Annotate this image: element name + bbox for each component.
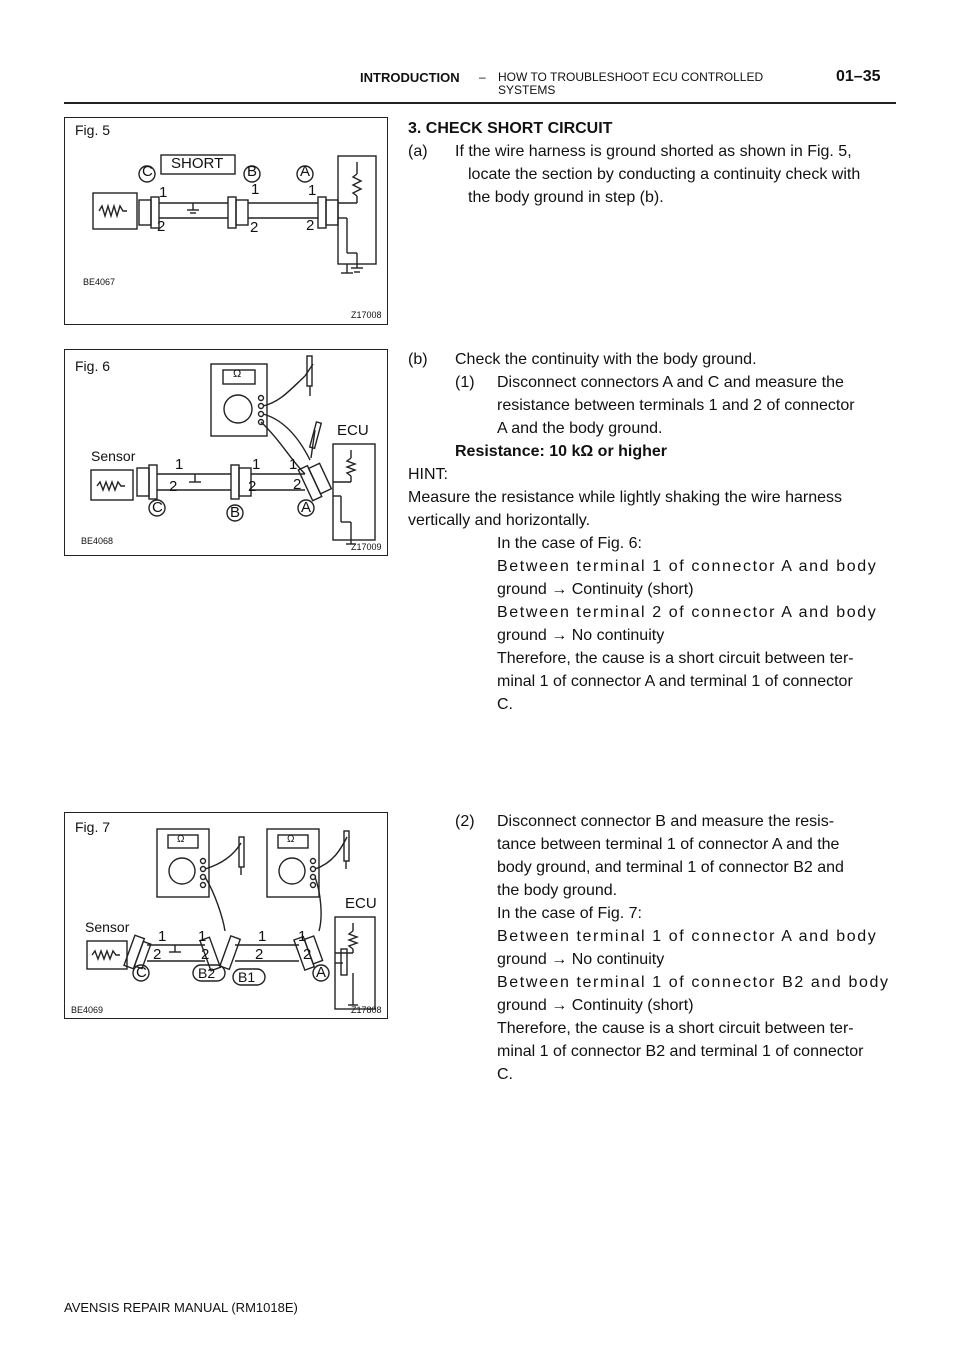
case-6-line-2: ground → Continuity (short) bbox=[497, 581, 694, 598]
fig7-pin1-b1: 1 bbox=[258, 928, 267, 945]
fig7-pin2-b2: 2 bbox=[201, 946, 210, 963]
case-6-line-6: minal 1 of connector A and terminal 1 of connector bbox=[497, 673, 853, 690]
fig5-pin2-b: 2 bbox=[250, 219, 259, 236]
fig5-pin2-c: 2 bbox=[157, 218, 166, 235]
fig7-pin2-b1: 2 bbox=[255, 946, 264, 963]
header-subtitle-2: SYSTEMS bbox=[498, 83, 556, 97]
step-a-label: (a) bbox=[408, 143, 428, 160]
step-b2-line-2: tance between terminal 1 of connector A and the bbox=[497, 836, 840, 853]
step-b1-line-3: A and the body ground. bbox=[497, 420, 663, 437]
fig6-pin1-b: 1 bbox=[252, 456, 261, 473]
header-dash: – bbox=[479, 70, 486, 84]
case-6-line-3: Between terminal 2 of connector A and body bbox=[497, 604, 878, 621]
fig6-connector-c: C bbox=[152, 499, 163, 516]
figure-5-code-left: BE4067 bbox=[83, 277, 116, 287]
fig7-connector-b1: B1 bbox=[238, 969, 256, 985]
fig7-pin1-c: 1 bbox=[158, 928, 167, 945]
step-a-line-3: the body ground in step (b). bbox=[468, 189, 664, 206]
case-7-line-4: ground → Continuity (short) bbox=[497, 997, 694, 1014]
case-7-line-2: ground → No continuity bbox=[497, 951, 665, 968]
fig5-pin1-b: 1 bbox=[251, 181, 260, 198]
case-6-line-4: ground → No continuity bbox=[497, 627, 665, 644]
case-7-line-3: Between terminal 1 of connector B2 and body bbox=[497, 974, 890, 991]
fig7-connector-c: C bbox=[136, 964, 147, 981]
fig7-pin2-c: 2 bbox=[153, 946, 162, 963]
fig6-connector-a: A bbox=[301, 499, 312, 516]
figure-7-diagram bbox=[65, 813, 386, 1017]
figure-5-code-right: Z17008 bbox=[351, 310, 382, 320]
fig5-pin2-a: 2 bbox=[306, 217, 315, 234]
figure-5 bbox=[64, 117, 388, 325]
case-6-intro: In the case of Fig. 6: bbox=[497, 535, 642, 552]
resistance-spec: Resistance: 10 kΩ or higher bbox=[455, 443, 668, 460]
step-b1-line-2: resistance between terminals 1 and 2 of connector bbox=[497, 397, 855, 414]
step-b2-line-3: body ground, and terminal 1 of connector B2 and bbox=[497, 859, 844, 876]
hint-line-2: vertically and horizontally. bbox=[408, 512, 591, 529]
fig7-ohm-symbol-1: Ω bbox=[177, 834, 185, 845]
header-subtitle-1: HOW TO TROUBLESHOOT ECU CONTROLLED bbox=[498, 70, 764, 84]
fig5-pin1-a: 1 bbox=[308, 182, 317, 199]
fig6-label-ecu: ECU bbox=[337, 422, 369, 439]
figure-6-code-right: Z17009 bbox=[351, 542, 382, 552]
hint-line-1: Measure the resistance while lightly shaking the wire harness bbox=[408, 489, 842, 506]
header-section: INTRODUCTION bbox=[360, 70, 460, 85]
step-b1-line-1: Disconnect connectors A and C and measure the bbox=[497, 374, 844, 391]
fig6-ohm-symbol: Ω bbox=[233, 368, 242, 380]
figure-5-title: Fig. 5 bbox=[75, 122, 111, 138]
step-b-label: (b) bbox=[408, 351, 428, 368]
step-a-line-2: locate the section by conducting a continuity check with bbox=[468, 166, 861, 183]
fig5-connector-c: C bbox=[142, 163, 153, 180]
case-7-line-6: minal 1 of connector B2 and terminal 1 of connector bbox=[497, 1043, 864, 1060]
fig5-pin1-c: 1 bbox=[159, 184, 168, 201]
step-b2-label: (2) bbox=[455, 813, 475, 830]
fig5-label-short: SHORT bbox=[171, 155, 224, 172]
fig5-connector-a: A bbox=[300, 163, 311, 180]
fig6-pin1-c: 1 bbox=[175, 456, 184, 473]
case-7-line-7: C. bbox=[497, 1066, 513, 1083]
figure-6 bbox=[64, 349, 388, 556]
step-b1-label: (1) bbox=[455, 374, 475, 391]
step-b2-line-4: the body ground. bbox=[497, 882, 618, 899]
fig6-pin1-a: 1 bbox=[289, 456, 298, 473]
page-number: 01–35 bbox=[836, 68, 881, 85]
step-3-title: 3. CHECK SHORT CIRCUIT bbox=[408, 120, 613, 137]
case-6-line-7: C. bbox=[497, 696, 513, 713]
fig5-connector-b: B bbox=[247, 163, 258, 180]
step-a-line-1: If the wire harness is ground shorted as shown in Fig. 5, bbox=[455, 143, 852, 160]
figure-6-title: Fig. 6 bbox=[75, 358, 111, 374]
case-7-line-1: Between terminal 1 of connector A and body bbox=[497, 928, 878, 945]
fig6-pin2-c: 2 bbox=[169, 478, 178, 495]
fig6-pin2-b: 2 bbox=[248, 478, 257, 495]
hint-label: HINT: bbox=[408, 466, 448, 483]
fig7-connector-a: A bbox=[316, 964, 327, 981]
fig7-pin1-a: 1 bbox=[298, 928, 307, 945]
fig7-ohm-symbol-2: Ω bbox=[287, 834, 295, 845]
page-header bbox=[360, 68, 900, 100]
case-7-intro: In the case of Fig. 7: bbox=[497, 905, 642, 922]
step-b-line-1: Check the continuity with the body ground. bbox=[455, 351, 757, 368]
case-7-line-5: Therefore, the cause is a short circuit between ter- bbox=[497, 1020, 854, 1037]
fig6-label-sensor: Sensor bbox=[91, 448, 136, 464]
header-rule bbox=[64, 102, 896, 104]
case-6-line-1: Between terminal 1 of connector A and body bbox=[497, 558, 878, 575]
fig7-connector-b2: B2 bbox=[198, 965, 216, 981]
case-6-line-5: Therefore, the cause is a short circuit between ter- bbox=[497, 650, 854, 667]
figure-5-diagram bbox=[65, 118, 386, 323]
figure-7 bbox=[64, 812, 388, 1019]
figure-7-code-right: Z17808 bbox=[351, 1005, 382, 1015]
fig7-pin1-b2: 1 bbox=[198, 928, 207, 945]
figure-7-code-left: BE4069 bbox=[71, 1005, 104, 1015]
fig6-connector-b: B bbox=[230, 504, 241, 521]
fig7-label-ecu: ECU bbox=[345, 895, 377, 912]
step-b2-line-1: Disconnect connector B and measure the resis- bbox=[497, 813, 835, 830]
fig6-pin2-a: 2 bbox=[293, 476, 302, 493]
figure-6-code-left: BE4068 bbox=[81, 536, 114, 546]
figure-7-title: Fig. 7 bbox=[75, 819, 111, 835]
fig7-label-sensor: Sensor bbox=[85, 919, 130, 935]
manual-footer: AVENSIS REPAIR MANUAL (RM1018E) bbox=[64, 1300, 298, 1315]
fig7-pin2-a: 2 bbox=[303, 946, 312, 963]
